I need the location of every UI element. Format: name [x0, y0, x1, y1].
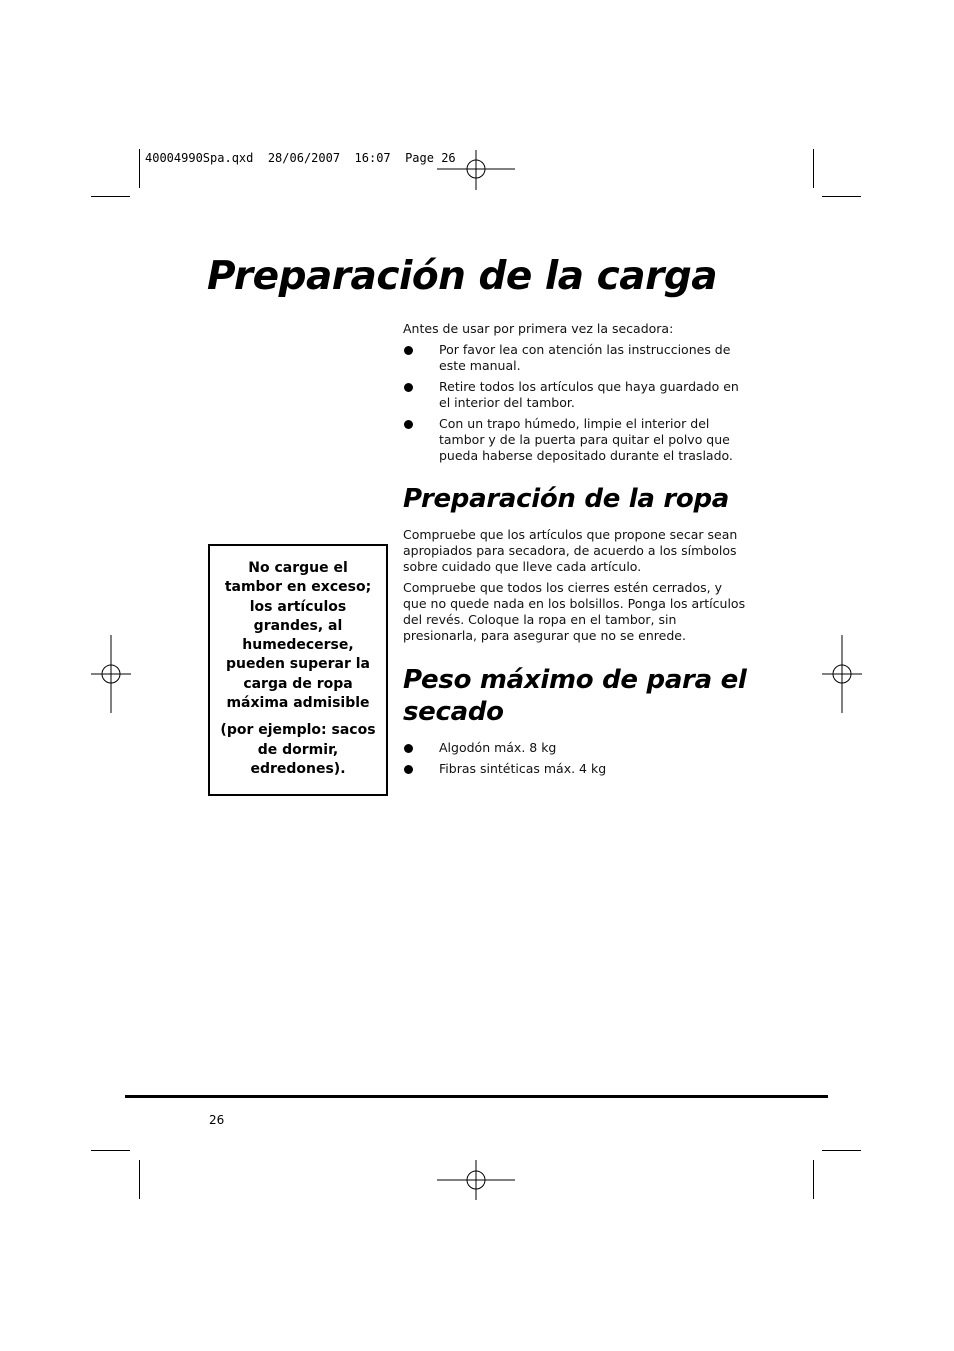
list-item-text: Retire todos los artículos que haya guardado en el interior del tambor.	[439, 379, 739, 410]
section-heading-peso-line-2: secado	[403, 697, 504, 727]
footer-rule	[125, 1095, 828, 1098]
list-item-text: Fibras sintéticas máx. 4 kg	[439, 761, 607, 776]
list-item	[403, 740, 748, 756]
crop-mark-top-right-horizontal	[822, 196, 861, 197]
section-heading-peso-line-1: Peso máximo de para el	[403, 665, 747, 695]
list-item-text: Con un trapo húmedo, limpie el interior del tambor y de la puerta para quitar el polvo que pueda haberse depositado durante el traslado.	[439, 416, 733, 463]
page-title: Preparación de la carga	[207, 254, 718, 299]
crop-mark-bottom-right-vertical	[813, 1160, 814, 1199]
crop-mark-bottom-left-vertical	[139, 1160, 140, 1199]
warning-main-text: No cargue el tambor en exceso; los artículos grandes, al humedecerse, pueden superar la carga de ropa máxima admisible	[224, 560, 372, 712]
list-item-text: Por favor lea con atención las instrucciones de este manual.	[439, 342, 731, 373]
crop-mark-bottom-left-horizontal	[91, 1150, 130, 1151]
peso-bullet-list	[403, 740, 748, 782]
registration-mark-bottom-icon	[437, 1160, 515, 1200]
intro-bullet-list	[403, 342, 748, 469]
bullet-icon	[404, 765, 413, 774]
registration-mark-left-icon	[91, 635, 131, 713]
page-number: 26	[209, 1113, 225, 1127]
intro-lead: Antes de usar por primera vez la secadora:	[403, 321, 674, 336]
list-item-text: Algodón máx. 8 kg	[439, 740, 557, 755]
bullet-icon	[404, 420, 413, 429]
crop-mark-top-left-horizontal	[91, 196, 130, 197]
section-heading-peso	[403, 664, 747, 728]
crop-mark-top-left-vertical	[139, 149, 140, 188]
registration-mark-right-icon	[822, 635, 862, 713]
bullet-icon	[404, 346, 413, 355]
bullet-icon	[404, 744, 413, 753]
section-heading-ropa: Preparación de la ropa	[403, 484, 730, 514]
list-item	[403, 416, 748, 464]
print-slug: 40004990Spa.qxd 28/06/2007 16:07 Page 26	[145, 151, 456, 165]
warning-example-text: (por ejemplo: sacos de dormir, edredones).	[220, 722, 376, 777]
list-item	[403, 342, 748, 374]
list-item	[403, 379, 748, 411]
crop-mark-bottom-right-horizontal	[822, 1150, 861, 1151]
bullet-icon	[404, 383, 413, 392]
warning-box	[208, 544, 388, 796]
ropa-paragraph-2: Compruebe que todos los cierres estén cerrados, y que no quede nada en los bolsillos. Ponga los artículos del revés. Coloque la ropa en el tambor, sin presionarla, para asegurar que no se enrede.	[403, 580, 746, 643]
ropa-paragraph-1: Compruebe que los artículos que propone secar sean apropiados para secadora, de acuerdo a los símbolos sobre cuidado que lleve cada artículo.	[403, 527, 738, 574]
crop-mark-top-right-vertical	[813, 149, 814, 188]
list-item	[403, 761, 748, 777]
